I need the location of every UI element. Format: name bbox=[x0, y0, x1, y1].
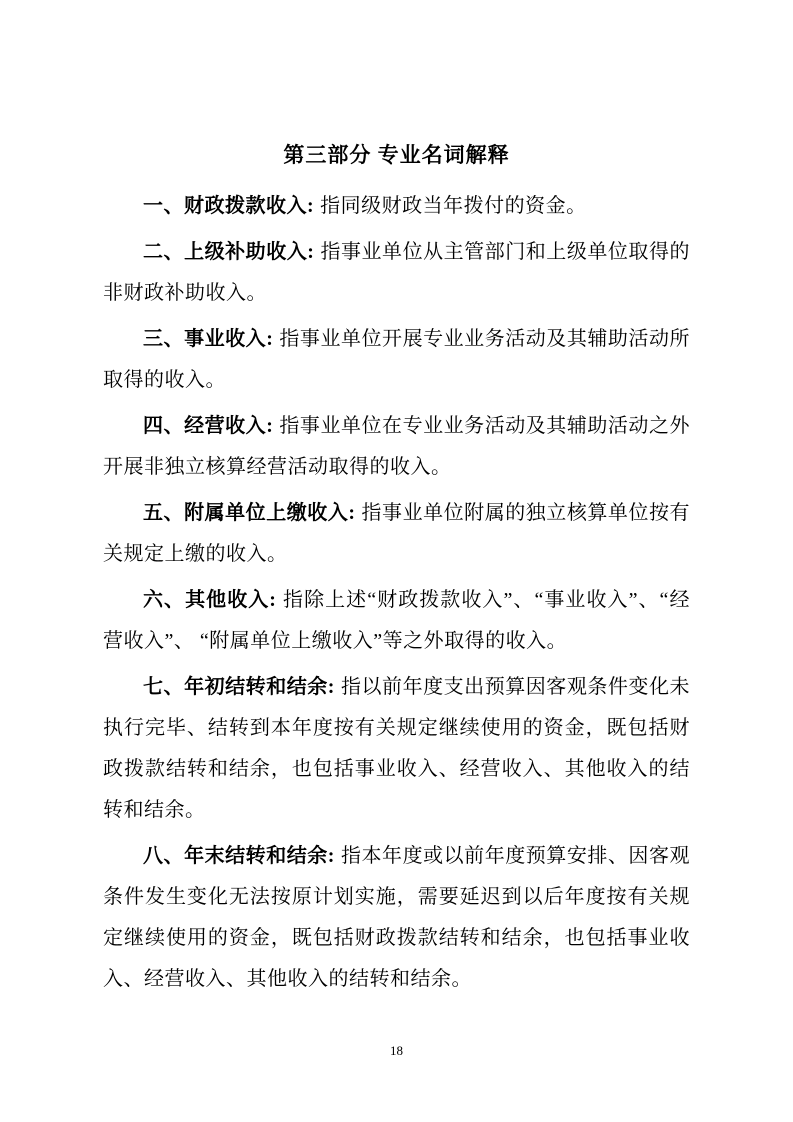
glossary-item-3 bbox=[103, 319, 690, 401]
glossary-item-4 bbox=[103, 406, 690, 488]
glossary-item-7 bbox=[103, 667, 690, 831]
term-definition: 指事业单位附属的独立核算单位按有关规定上缴的收入。 bbox=[103, 502, 690, 565]
glossary-list bbox=[103, 186, 690, 1000]
term-label: 六、其他收入: bbox=[143, 589, 277, 611]
term-label: 三、事业收入: bbox=[143, 328, 274, 350]
term-label: 四、经营收入: bbox=[143, 415, 274, 437]
term-label: 七、年初结转和结余: bbox=[143, 676, 335, 698]
term-label: 八、年末结转和结余: bbox=[143, 845, 335, 867]
term-label: 五、附属单位上缴收入: bbox=[143, 502, 356, 524]
glossary-item-2 bbox=[103, 232, 690, 314]
term-definition: 指除上述“财政拨款收入”、“事业收入”、“经营收入”、 “附属单位上缴收入”等之外取得的收入。 bbox=[103, 589, 690, 652]
page-title: 第三部分 专业名词解释 bbox=[283, 143, 510, 167]
term-label: 二、上级补助收入: bbox=[143, 241, 315, 263]
term-definition: 指事业单位开展专业业务活动及其辅助活动所取得的收入。 bbox=[103, 328, 690, 391]
glossary-item-5 bbox=[103, 493, 690, 575]
term-definition: 指事业单位从主管部门和上级单位取得的非财政补助收入。 bbox=[103, 241, 690, 304]
term-definition: 指同级财政当年拨付的资金。 bbox=[320, 195, 587, 217]
glossary-item-6 bbox=[103, 580, 690, 662]
glossary-item-1 bbox=[103, 186, 690, 227]
term-definition: 指以前年度支出预算因客观条件变化未执行完毕、结转到本年度按有关规定继续使用的资金，既包括财政拨款结转和结余，也包括事业收入、经营收入、其他收入的结转和结余。 bbox=[103, 676, 690, 821]
term-definition: 指本年度或以前年度预算安排、因客观条件发生变化无法按原计划实施，需要延迟到以后年度按有关规定继续使用的资金，既包括财政拨款结转和结余，也包括事业收入、经营收入、其他收入的结转和结余。 bbox=[103, 845, 690, 990]
glossary-item-8 bbox=[103, 836, 690, 1000]
term-label: 一、财政拨款收入: bbox=[143, 195, 315, 217]
page-number: 18 bbox=[390, 1043, 403, 1058]
term-definition: 指事业单位在专业业务活动及其辅助活动之外开展非独立核算经营活动取得的收入。 bbox=[103, 415, 690, 478]
